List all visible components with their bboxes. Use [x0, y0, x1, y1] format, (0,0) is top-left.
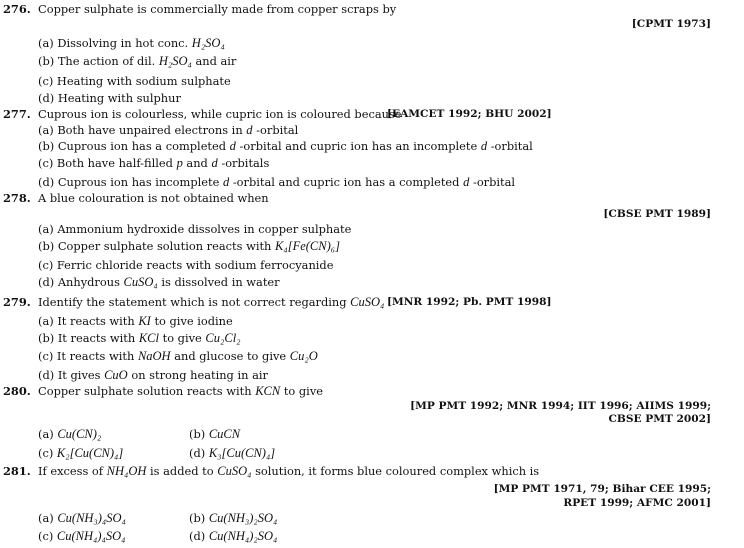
option: (c) Cu(NH₄)₄SO₄: [38, 529, 126, 543]
exam-source: [MP PMT 1971, 79; Bihar CEE 1995;: [493, 483, 711, 495]
option: (c) Both have half-filled p and d -orbitals: [38, 156, 270, 170]
option: (c) Heating with sodium sulphate: [38, 74, 231, 88]
option: (c) K₂[Cu(CN)₄]: [38, 446, 124, 460]
option: (b) The action of dil. H₂SO₄ and air: [38, 54, 237, 68]
option: (d) Anhydrous CuSO₄ is dissolved in water: [38, 275, 280, 289]
option: (c) Ferric chloride reacts with sodium ferrocyanide: [38, 258, 334, 272]
option: (d) Cu(NH₄)₂SO₄: [189, 529, 278, 543]
exam-source: [MNR 1992; Pb. PMT 1998]: [387, 296, 552, 308]
option: (b) Copper sulphate solution reacts with K₄[Fe(CN)₆]: [38, 239, 340, 253]
option: (a) Both have unpaired electrons in d -orbital: [38, 123, 299, 137]
exam-source: RPET 1999; AFMC 2001]: [563, 497, 711, 509]
exam-source: [EAMCET 1992; BHU 2002]: [387, 108, 552, 120]
question-text: Cuprous ion is colourless, while cupric ion is coloured because: [38, 107, 402, 121]
question-text: A blue colouration is not obtained when: [38, 191, 269, 205]
option: (c) It reacts with NaOH and glucose to give Cu₂O: [38, 349, 318, 363]
question-number: 280.: [3, 384, 31, 398]
option: (d) It gives CuO on strong heating in air: [38, 368, 268, 382]
exam-source: CBSE PMT 2002]: [608, 413, 711, 425]
question-number: 281.: [3, 464, 31, 478]
option: (b) Cu(NH₃)₂SO₄: [189, 511, 278, 525]
option: (a) Cu(NH₃)₄SO₄: [38, 511, 126, 525]
question-number: 278.: [3, 191, 31, 205]
option: (d) Heating with sulphur: [38, 91, 181, 105]
question-number: 277.: [3, 107, 31, 121]
option: (b) CuCN: [189, 427, 241, 441]
option: (a) Dissolving in hot conc. H₂SO₄: [38, 36, 225, 50]
exam-source: [CPMT 1973]: [631, 18, 711, 30]
option: (b) It reacts with KCl to give Cu₂Cl₂: [38, 331, 241, 345]
option: (b) Cuprous ion has a completed d -orbital and cupric ion has an incomplete d -orbital: [38, 139, 533, 153]
exam-source: [MP PMT 1992; MNR 1994; IIT 1996; AIIMS 1999;: [410, 400, 711, 412]
exam-source: [CBSE PMT 1989]: [603, 208, 711, 220]
option: (d) K₃[Cu(CN)₄]: [189, 446, 276, 460]
option: (d) Cuprous ion has incomplete d -orbital and cupric ion has a completed d -orbital: [38, 175, 516, 189]
question-text: If excess of NH₄OH is added to CuSO₄ solution, it forms blue coloured complex which is: [38, 464, 540, 478]
option: (a) Ammonium hydroxide dissolves in copper sulphate: [38, 222, 352, 236]
question-text: Copper sulphate is commercially made from copper scraps by: [38, 2, 397, 16]
question-number: 276.: [3, 2, 31, 16]
option: (a) It reacts with KI to give iodine: [38, 314, 233, 328]
question-text: Copper sulphate solution reacts with KCN to give: [38, 384, 324, 398]
question-number: 279.: [3, 295, 31, 309]
question-text: Identify the statement which is not correct regarding CuSO₄: [38, 295, 385, 309]
option: (a) Cu(CN)₂: [38, 427, 102, 441]
